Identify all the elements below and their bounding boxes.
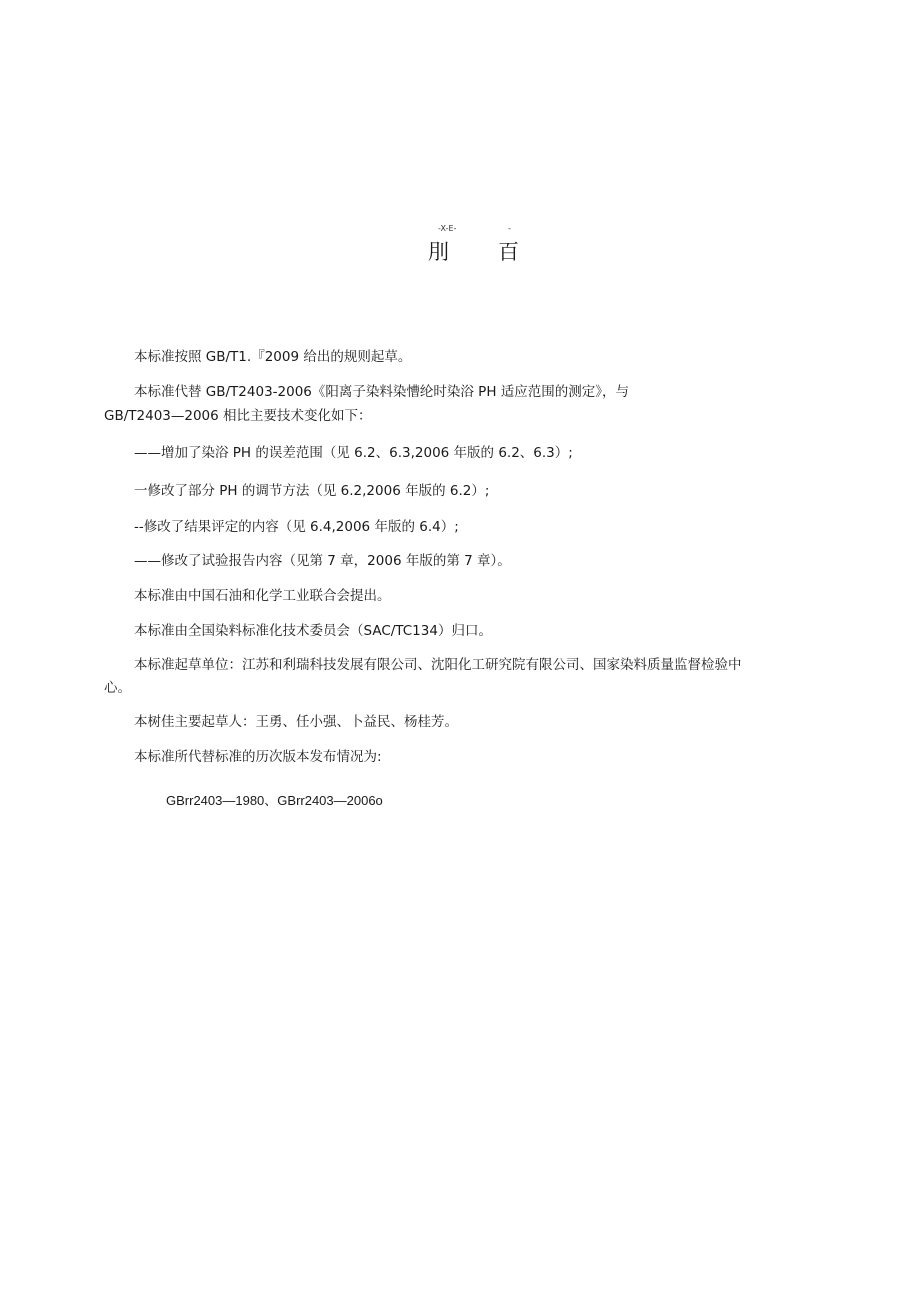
paragraph-replaces-line1: 本标准代替 GB/T2403-2006《阳离子染料染慒纶时染浴 PH 适应范围的测定》，与 [134, 384, 630, 400]
change-item-1: ——增加了染浴 PH 的误差范围（见 6.2、6.3,2006 年版的 6.2、6.3）; [134, 445, 573, 461]
change-item-4: ——修改了试验报告内容（见第 7 章，2006 年版的第 7 章）。 [134, 553, 511, 569]
paragraph-drafters: 本树佳主要起草人：王勇、任小强、卜益民、杨桂芳。 [134, 714, 458, 730]
paragraph-drafting-rules: 本标准按照 GB/T1.『2009 给出的规则起草。 [134, 349, 412, 365]
paragraph-drafting-units-line1: 本标准起草单位：江苏和利瑞科技发展有限公司、沈阳化工研究院有限公司、国家染料质量监督检验中 [134, 657, 742, 673]
version-history: GBrr2403—1980、GBrr2403—2006o [166, 793, 383, 808]
heading-decoration-right: - [508, 224, 511, 233]
paragraph-centralized-by: 本标准由全国染料标准化技术委员会（SAC/TC134）归口。 [134, 623, 492, 639]
page-heading-right-char: 百 [498, 240, 519, 264]
heading-decoration-left: -X-E- [438, 224, 457, 233]
page-heading-left-char: 刖 [428, 240, 449, 264]
paragraph-history-intro: 本标准所代替标准的历次版本发布情况为: [134, 749, 382, 765]
change-item-2: 一修改了部分 PH 的调节方法（见 6.2,2006 年版的 6.2）; [134, 483, 490, 499]
paragraph-replaces-line2: GB/T2403—2006 相比主要技术变化如下： [104, 408, 372, 424]
paragraph-drafting-units-line2: 心。 [104, 680, 131, 696]
change-item-3: --修改了结果评定的内容（见 6.4,2006 年版的 6.4）; [134, 519, 459, 535]
paragraph-proposed-by: 本标准由中国石油和化学工业联合会提出。 [134, 588, 391, 604]
